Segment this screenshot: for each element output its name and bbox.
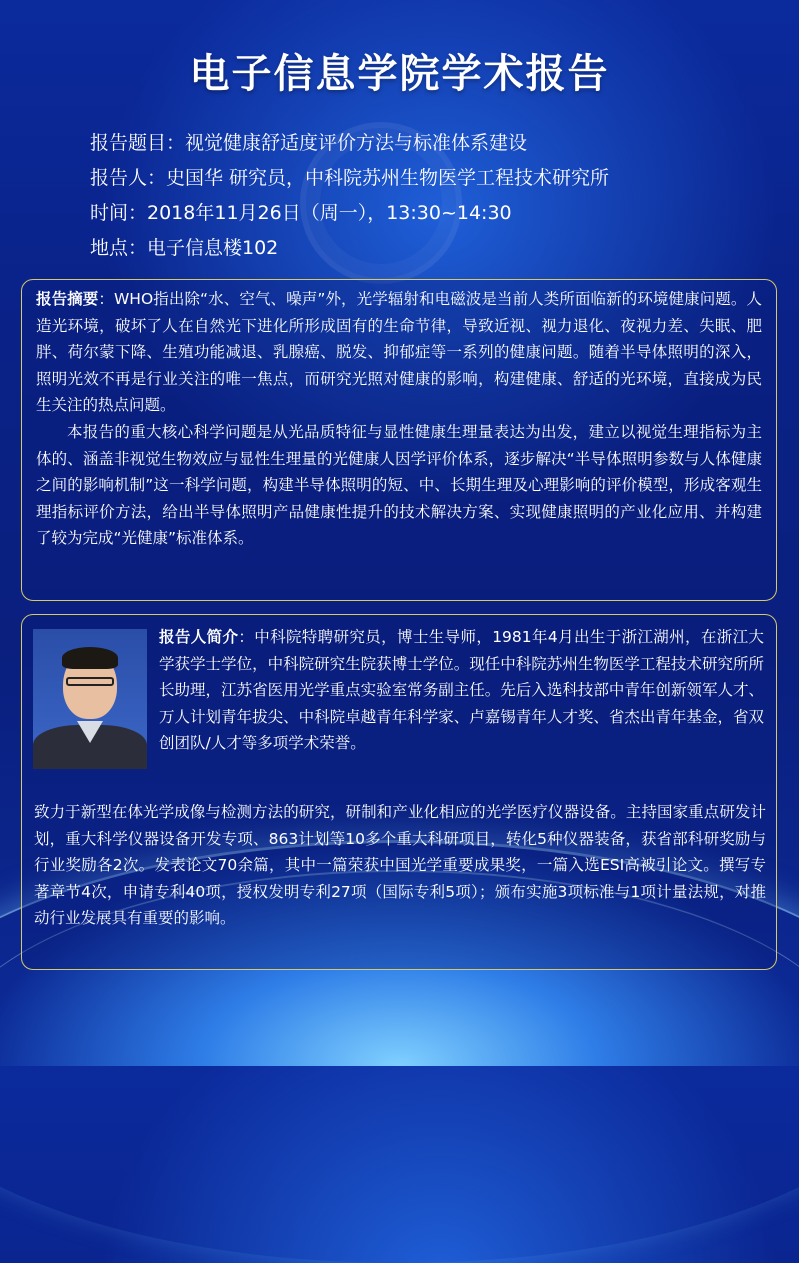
speaker-bio-paragraph-1	[159, 624, 764, 757]
portrait-glasses	[66, 677, 114, 686]
abstract-label: 报告摘要	[36, 290, 99, 308]
portrait-hair	[62, 647, 118, 669]
speaker-bio-label: 报告人简介	[159, 628, 239, 646]
abstract-panel	[21, 279, 777, 601]
talk-time: 时间：2018年11月26日（周一），13:30~14:30	[90, 202, 512, 224]
abstract-paragraph-2: 本报告的重大核心科学问题是从光品质特征与显性健康生理量表达为出发，建立以视觉生理指标为主体的、涵盖非视觉生物效应与显性生理量的光健康人因学评价体系，逐步解决“半导体照明参数与人体健康之间的影响机制”这一科学问题，构建半导体照明的短、中、长期生理及心理影响的评价模型，形成客观生理指标评价方法，给出半导体照明产品健康性提升的技术解决方案、实现健康照明的产业化应用、并构建了较为完成“光健康”标准体系。	[36, 422, 762, 548]
talk-info	[90, 126, 770, 266]
abstract-paragraph-1	[36, 286, 762, 419]
speaker-portrait	[33, 629, 147, 769]
page-title: 电子信息学院学术报告	[189, 51, 610, 97]
header	[0, 48, 799, 100]
talk-speaker: 报告人：史国华 研究员，中科院苏州生物医学工程技术研究所	[90, 167, 610, 189]
abstract-text-1: ：WHO指出除“水、空气、噪声”外，光学辐射和电磁波是当前人类所面临新的环境健康问题。人造光环境，破坏了人在自然光下进化所形成固有的生命节律，导致近视、视力退化、夜视力差、失眠、肥胖、荷尔蒙下降、生殖功能减退、乳腺癌、脱发、抑郁症等一系列的健康问题。随着半导体照明的深入，照明光效不再是行业关注的唯一焦点，而研究光照对健康的影响，构建健康、舒适的光环境，直接成为民生关注的热点问题。	[36, 290, 762, 415]
speaker-bio-text-1: ：中科院特聘研究员，博士生导师，1981年4月出生于浙江湖州，在浙江大学获学士学位，中科院研究生院获博士学位。现任中科院苏州生物医学工程技术研究所所长助理，江苏省医用光学重点实验室常务副主任。先后入选科技部中青年创新领军人才、万人计划青年拔尖、中科院卓越青年科学家、卢嘉锡青年人才奖、省杰出青年基金，省双创团队/人才等多项学术荣誉。	[159, 628, 764, 753]
speaker-bio-paragraph-2: 致力于新型在体光学成像与检测方法的研究，研制和产业化相应的光学医疗仪器设备。主持国家重点研发计划，重大科学仪器设备开发专项、863计划等10多个重大科研项目，转化5种仪器装备，获省部科研奖励与行业奖励各2次。发表论文70余篇，其中一篇荣获中国光学重要成果奖，一篇入选ESI高被引论文。撰写专著章节4次，申请专利40项，授权发明专利27项（国际专利5项）；颁布实施3项标准与1项计量法规，对推动行业发展具有重要的影响。	[34, 803, 766, 928]
talk-topic: 报告题目：视觉健康舒适度评价方法与标准体系建设	[90, 132, 528, 154]
speaker-bio-panel	[21, 614, 777, 970]
talk-place: 地点：电子信息楼102	[90, 237, 279, 259]
